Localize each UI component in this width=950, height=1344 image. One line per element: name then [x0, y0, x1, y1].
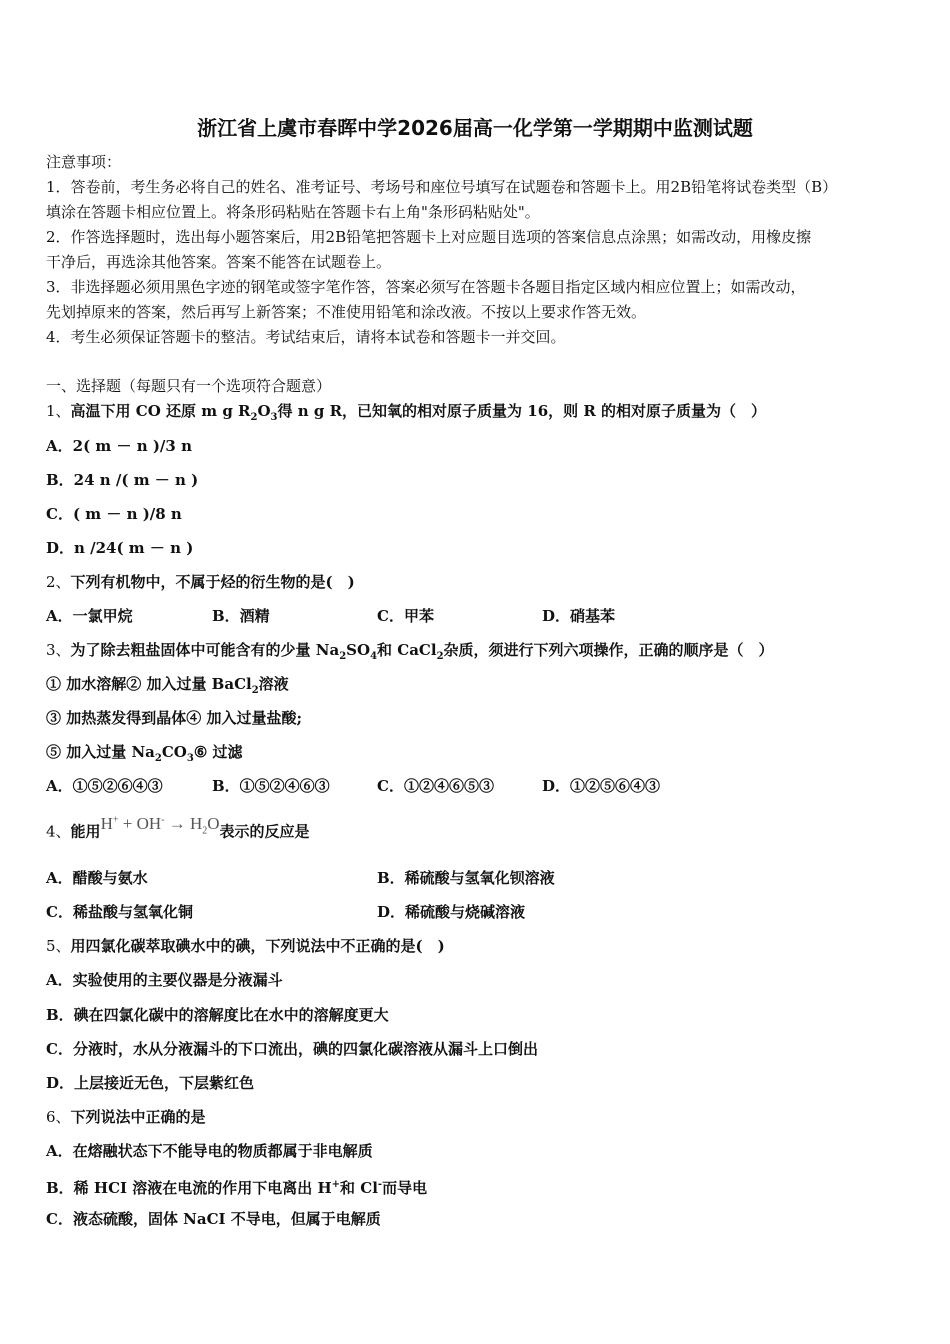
notice-line: 先划掉原来的答案，然后再写上新答案；不准使用铅笔和涂改液。不按以上要求作答无效。 [46, 303, 647, 321]
question-6 [46, 1107, 206, 1127]
q1-text: 高温下用 CO 还原 m g $R_2O_3$得 n g R，已知氧的相对原子质量为 16，则 R 的相对原子质量为（ ） [70, 402, 767, 423]
notice-line: 1．答卷前，考生务必将自己的姓名、准考证号、考场号和座位号填写在试题卷和答题卡上。用2B铅笔将试卷类型（B） [46, 178, 838, 196]
notice-line: 填涂在答题卡相应位置上。将条形码粘贴在答题卡右上角"条形码粘贴处"。 [46, 203, 540, 221]
question-4 [46, 813, 310, 849]
question-number: 1、 [46, 402, 71, 420]
q4-option-d[interactable]: D．稀硫酸与烧碱溶液 [377, 903, 526, 921]
question-number: 4、 [46, 822, 71, 841]
notice-line: 2．作答选择题时，选出每小题答案后，用2B铅笔把答题卡上对应题目选项的答案信息点涂黑；如需改动，用橡皮擦 [46, 228, 812, 246]
q5-option-a[interactable]: A．实验使用的主要仪器是分液漏斗 [46, 971, 283, 989]
ionic-equation: $H^+ + OH^- \to H_2O$ [100, 813, 220, 837]
q3-option-d[interactable]: D．①②⑤⑥④③ [542, 777, 661, 795]
q1-option-c[interactable]: C．( m － n )/8 n [46, 505, 182, 523]
q3-option-c[interactable]: C．①②④⑥⑤③ [377, 777, 494, 795]
q2-option-d[interactable]: D．硝基苯 [542, 607, 616, 625]
question-number: 3、 [46, 641, 71, 659]
q4-option-b[interactable]: B．稀硫酸与氢氧化钡溶液 [377, 869, 555, 887]
q1-option-b[interactable]: B．24 n /( m － n ) [46, 471, 199, 489]
q1-option-a[interactable]: A．2( m － n )/3 n [46, 437, 192, 455]
notice-line: 3．非选择题必须用黑色字迹的钢笔或签字笔作答，答案必须写在答题卡各题目指定区域内相应位置上；如需改动， [46, 278, 806, 296]
q5-option-b[interactable]: B．碘在四氯化碳中的溶解度比在水中的溶解度更大 [46, 1006, 389, 1024]
q3-text: 为了除去粗盐固体中可能含有的少量 $Na_2SO_4$和 CaCl$_2$杂质，须进行下列六项操作，正确的顺序是（ ） [70, 641, 774, 662]
q5-option-d[interactable]: D．上层接近无色，下层紫红色 [46, 1074, 255, 1092]
question-1 [46, 401, 766, 428]
q4-tail: 表示的反应是 [219, 822, 310, 841]
question-5 [46, 936, 445, 956]
q3-option-a[interactable]: A．①⑤②⑥④③ [46, 777, 163, 795]
q6-option-b[interactable]: B．稀 HCI 溶液在电流的作用下电离出 H+和 Cl-而导电 [46, 1179, 428, 1197]
question-number: 5、 [46, 937, 71, 955]
q2-option-c[interactable]: C．甲苯 [377, 607, 434, 625]
q4-option-a[interactable]: A．醋酸与氨水 [46, 869, 148, 887]
question-number: 6、 [46, 1108, 71, 1126]
q6-option-c[interactable]: C．液态硫酸，固体 NaCI 不导电，但属于电解质 [46, 1210, 381, 1228]
q6-option-a[interactable]: A．在熔融状态下不能导电的物质都属于非电解质 [46, 1142, 373, 1160]
notice-line: 4．考生必须保证答题卡的整洁。考试结束后，请将本试卷和答题卡一并交回。 [46, 328, 566, 346]
q5-option-c[interactable]: C．分液时，水从分液漏斗的下口流出，碘的四氯化碳溶液从漏斗上口倒出 [46, 1040, 538, 1058]
q3-step-line: ③ 加热蒸发得到晶体④ 加入过量盐酸; [46, 709, 302, 727]
q2-text: 下列有机物中，不属于烃的衍生物的是( ) [70, 573, 355, 591]
notice-heading: 注意事项： [46, 153, 122, 171]
section-heading: 一、选择题（每题只有一个选项符合题意） [46, 377, 332, 395]
notice-line: 干净后，再选涂其他答案。答案不能答在试题卷上。 [46, 253, 392, 271]
q2-option-a[interactable]: A．一氯甲烷 [46, 607, 133, 625]
question-2 [46, 572, 355, 592]
question-3 [46, 640, 774, 667]
q4-option-c[interactable]: C．稀盐酸与氢氧化铜 [46, 903, 193, 921]
page-title: 浙江省上虞市春晖中学2026届高一化学第一学期期中监测试题 [197, 116, 753, 140]
q1-option-d[interactable]: D．n /24( m － n ) [46, 539, 194, 557]
q5-text: 用四氯化碳萃取碘水中的碘，下列说法中不正确的是( ) [70, 937, 445, 955]
q3-option-b[interactable]: B．①⑤②④⑥③ [212, 777, 330, 795]
q6-text: 下列说法中正确的是 [70, 1108, 206, 1126]
question-number: 2、 [46, 573, 71, 591]
q3-step-line: ⑤ 加入过量 $Na_2CO_3⑥$ 过滤 [46, 743, 243, 764]
q4-lead: 能用 [70, 822, 101, 841]
q3-step-line: ① 加水溶解② 加入过量 BaCl$_2$溶液 [46, 675, 289, 696]
q2-option-b[interactable]: B．酒精 [212, 607, 270, 625]
